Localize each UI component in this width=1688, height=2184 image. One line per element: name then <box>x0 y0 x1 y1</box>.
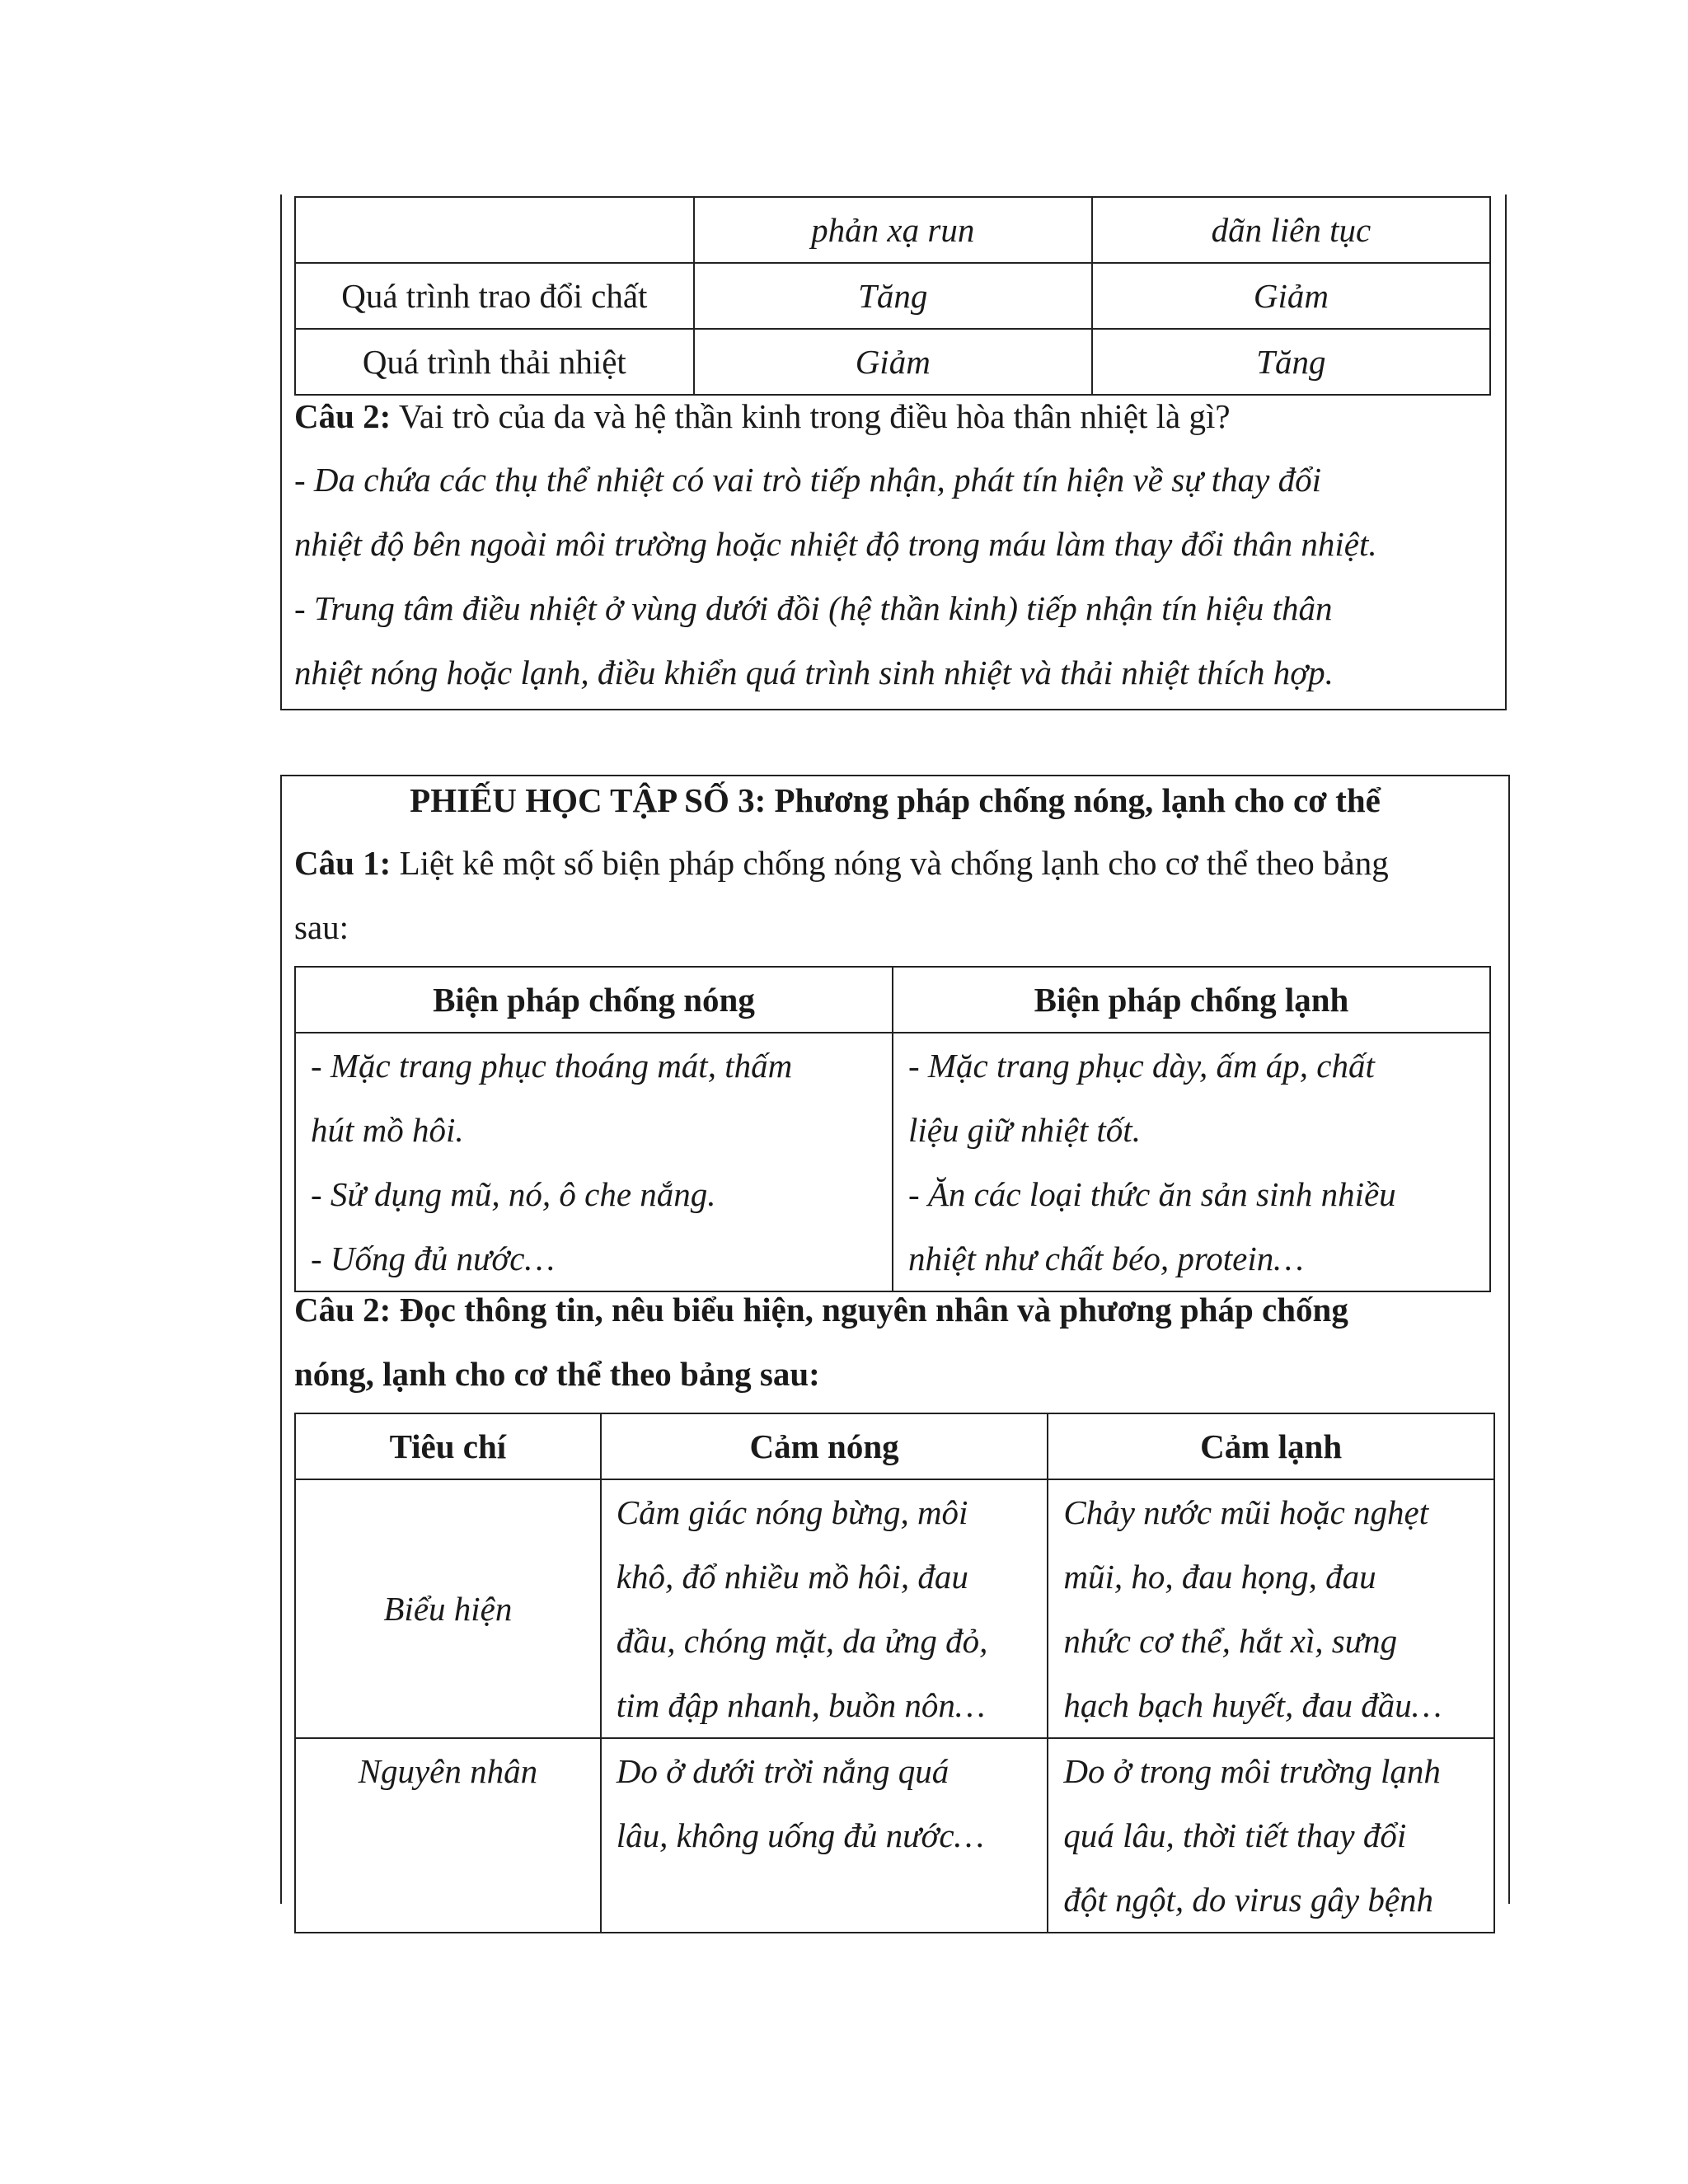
cell-line: Chảy nước mũi hoặc nghẹt <box>1063 1493 1429 1531</box>
question-1-line: sau: <box>294 908 349 946</box>
question-2-line: Câu 2: Đọc thông tin, nêu biểu hiện, nguyên nhân và phương pháp chống <box>294 1291 1348 1329</box>
question-2-heading <box>294 384 1231 448</box>
table-cell <box>601 1479 1048 1738</box>
table-header-cell: Biện pháp chống nóng <box>295 967 893 1033</box>
question-label: Câu 2: <box>294 397 392 435</box>
table-cell <box>1048 1479 1494 1738</box>
table-cell: Tăng <box>1092 329 1490 395</box>
cell-line: nhiệt như chất béo, protein… <box>907 1240 1304 1277</box>
cell-line: khô, đổ nhiều mồ hôi, đau <box>616 1558 968 1596</box>
answer-line: - Da chứa các thụ thể nhiệt có vai trò tiếp nhận, phát tín hiện về sự thay đổi <box>294 461 1321 499</box>
cell-line: mũi, ho, đau họng, đau <box>1063 1558 1376 1596</box>
cold-heat-table <box>294 1413 1495 1933</box>
cell-line: hạch bạch huyết, đau đầu… <box>1063 1686 1442 1724</box>
cell-line: đột ngột, do virus gây bệnh <box>1063 1881 1434 1919</box>
cell-line: - Mặc trang phục thoáng mát, thấm <box>311 1047 793 1085</box>
table-cell: phản xạ run <box>694 197 1092 263</box>
question-text: Vai trò của da và hệ thần kinh trong điều hòa thân nhiệt là gì? <box>391 397 1231 435</box>
cell-line: tim đập nhanh, buồn nôn… <box>616 1686 986 1724</box>
table-header-cell: Cảm nóng <box>601 1413 1048 1479</box>
cell-line: quá lâu, thời tiết thay đổi <box>1063 1816 1407 1854</box>
answer-line: - Trung tâm điều nhiệt ở vùng dưới đồi (hệ thần kinh) tiếp nhận tín hiệu thân <box>294 589 1333 627</box>
worksheet-title: PHIẾU HỌC TẬP SỐ 3: Phương pháp chống nóng, lạnh cho cơ thể <box>410 781 1381 819</box>
cell-line: - Uống đủ nước… <box>311 1240 555 1277</box>
table-cell <box>893 1033 1490 1291</box>
cell-line: liệu giữ nhiệt tốt. <box>907 1111 1141 1149</box>
cell-line: Do ở trong môi trường lạnh <box>1063 1752 1441 1790</box>
table-cell: Quá trình trao đổi chất <box>295 263 694 329</box>
cell-line: Cảm giác nóng bừng, môi <box>616 1493 968 1531</box>
table-cell <box>601 1738 1048 1933</box>
question-text: Liệt kê một số biện pháp chống nóng và chống lạnh cho cơ thể theo bảng <box>391 844 1389 882</box>
question-label: Câu 1: <box>294 844 392 882</box>
answer-line: nhiệt nóng hoặc lạnh, điều khiển quá trình sinh nhiệt và thải nhiệt thích hợp. <box>294 654 1334 691</box>
cell-line: - Sử dụng mũ, nó, ô che nắng. <box>311 1175 716 1213</box>
table-cell: Tăng <box>694 263 1092 329</box>
row-label: Biểu hiện <box>295 1479 601 1738</box>
cell-line: hút mồ hôi. <box>311 1111 464 1149</box>
row-label: Nguyên nhân <box>295 1738 601 1933</box>
table-cell <box>295 1033 893 1291</box>
cell-line: Do ở dưới trời nắng quá <box>616 1752 950 1790</box>
question-2-line: nóng, lạnh cho cơ thể theo bảng sau: <box>294 1355 820 1393</box>
thermoregulation-table <box>294 196 1491 396</box>
table-header-cell: Cảm lạnh <box>1048 1413 1494 1479</box>
cell-line: lâu, không uống đủ nước… <box>616 1816 985 1854</box>
measures-table <box>294 966 1491 1292</box>
table-cell: Quá trình thải nhiệt <box>295 329 694 395</box>
table-cell <box>295 197 694 263</box>
cell-line: đầu, chóng mặt, da ửng đỏ, <box>616 1622 988 1660</box>
table-header-cell: Tiêu chí <box>295 1413 601 1479</box>
table-cell: Giảm <box>1092 263 1490 329</box>
cell-line: nhức cơ thể, hắt xì, sưng <box>1063 1622 1398 1660</box>
question-1-line <box>294 831 1493 895</box>
table-cell: dãn liên tục <box>1092 197 1490 263</box>
cell-line: - Ăn các loại thức ăn sản sinh nhiều <box>907 1175 1396 1213</box>
table-header-cell: Biện pháp chống lạnh <box>893 967 1490 1033</box>
table-cell <box>1048 1738 1494 1933</box>
table-cell: Giảm <box>694 329 1092 395</box>
cell-line: - Mặc trang phục dày, ấm áp, chất <box>907 1047 1375 1085</box>
answer-line: nhiệt độ bên ngoài môi trường hoặc nhiệt độ trong máu làm thay đổi thân nhiệt. <box>294 525 1377 563</box>
